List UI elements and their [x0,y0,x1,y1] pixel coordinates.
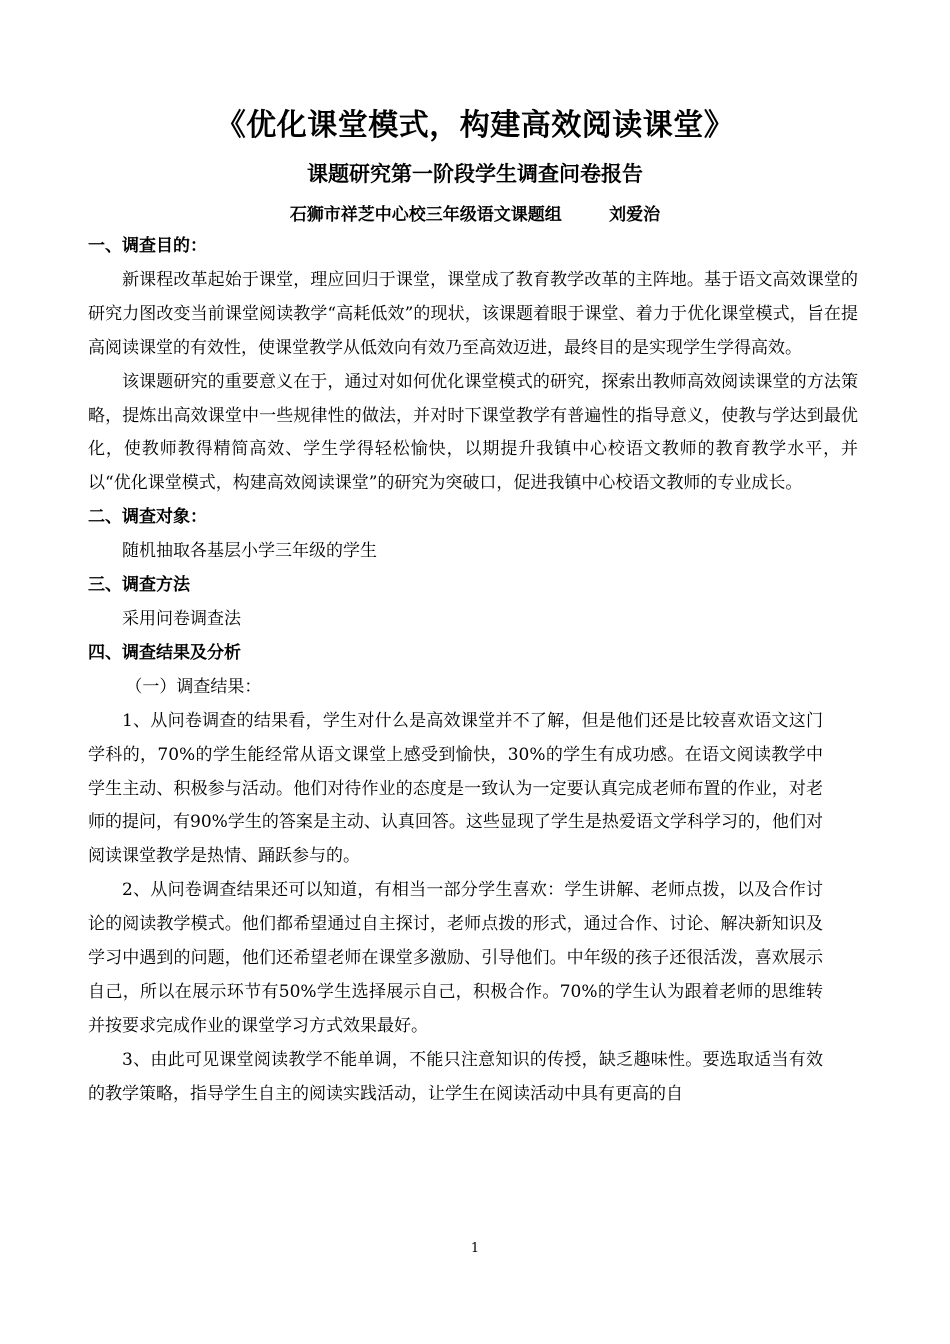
paragraph-results-2: 2、从问卷调查结果还可以知道，有相当一部分学生喜欢：学生讲解、老师点拨，以及合作讨论的阅读教学模式。他们都希望通过自主探讨，老师点拨的形式，通过合作、讨论、解决新知识及学习中遇到的问题，他们还希望老师在课堂多激励、引导他们。中年级的孩子还很活泼，喜欢展示自己，所以在展示环节有50%学生选择展示自己，积极合作。70%的学生认为跟着老师的思维转并按要求完成作业的课堂学习方式效果最好。 [88,880,823,1036]
results-subheading: （一）调查结果： [125,676,262,697]
paragraph-results-1: 1、从问卷调查的结果看，学生对什么是高效课堂并不了解，但是他们还是比较喜欢语文这门学科的，70%的学生能经常从语文课堂上感受到愉快，30%的学生有成功感。在语文阅读教学中学生主动、积极参与活动。他们对待作业的态度是一致认为一定要认真完成老师布置的作业，对老师的提问，有90%学生的答案是主动、认真回答。这些显现了学生是热爱语文学科学习的，他们对阅读课堂教学是热情、踊跃参与的。 [88,710,823,867]
document-subtitle: 课题研究第一阶段学生调查问卷报告 [307,161,643,186]
section-heading-method: 三、调查方法 [88,575,190,596]
section-heading-target: 二、调查对象： [88,507,207,528]
paragraph-purpose-2: 该课题研究的重要意义在于，通过对如何优化课堂模式的研究，探索出教师高效阅读课堂的方法策略，提炼出高效课堂中一些规律性的做法，并对时下课堂教学有普遍性的指导意义，使教与学达到最优化，使教师教得精简高效、学生学得轻松愉快，以期提升我镇中心校语文教师的教育教学水平，并以“优化课堂模式，构建高效阅读课堂”的研究为突破口，促进我镇中心校语文教师的专业成长。 [88,371,858,494]
document-title: 《优化课堂模式，构建高效阅读课堂》 [215,108,735,143]
document-body [88,230,858,1112]
paragraph-target: 随机抽取各基层小学三年级的学生 [122,541,377,562]
page-number: 1 [470,1241,480,1256]
paragraph-purpose-1: 新课程改革起始于课堂，理应回归于课堂，课堂成了教育教学改革的主阵地。基于语文高效课堂的研究力图改变当前课堂阅读教学“高耗低效”的现状，该课题着眼于课堂、着力于优化课堂模式，旨在提高阅读课堂的有效性，使课堂教学从低效向有效乃至高效迈进，最终目的是实现学生学得高效。 [88,269,858,358]
section-heading-purpose: 一、调查目的： [88,236,207,256]
paragraph-method: 采用问卷调查法 [122,608,241,629]
paragraph-results-3: 3、由此可见课堂阅读教学不能单调，不能只注意知识的传授，缺乏趣味性。要选取适当有效的教学策略，指导学生自主的阅读实践活动，让学生在阅读活动中具有更高的自 [88,1049,823,1104]
author-byline: 石狮市祥芝中心校三年级语文课题组 刘爱治 [289,205,661,225]
section-heading-results: 四、调查结果及分析 [88,642,241,663]
